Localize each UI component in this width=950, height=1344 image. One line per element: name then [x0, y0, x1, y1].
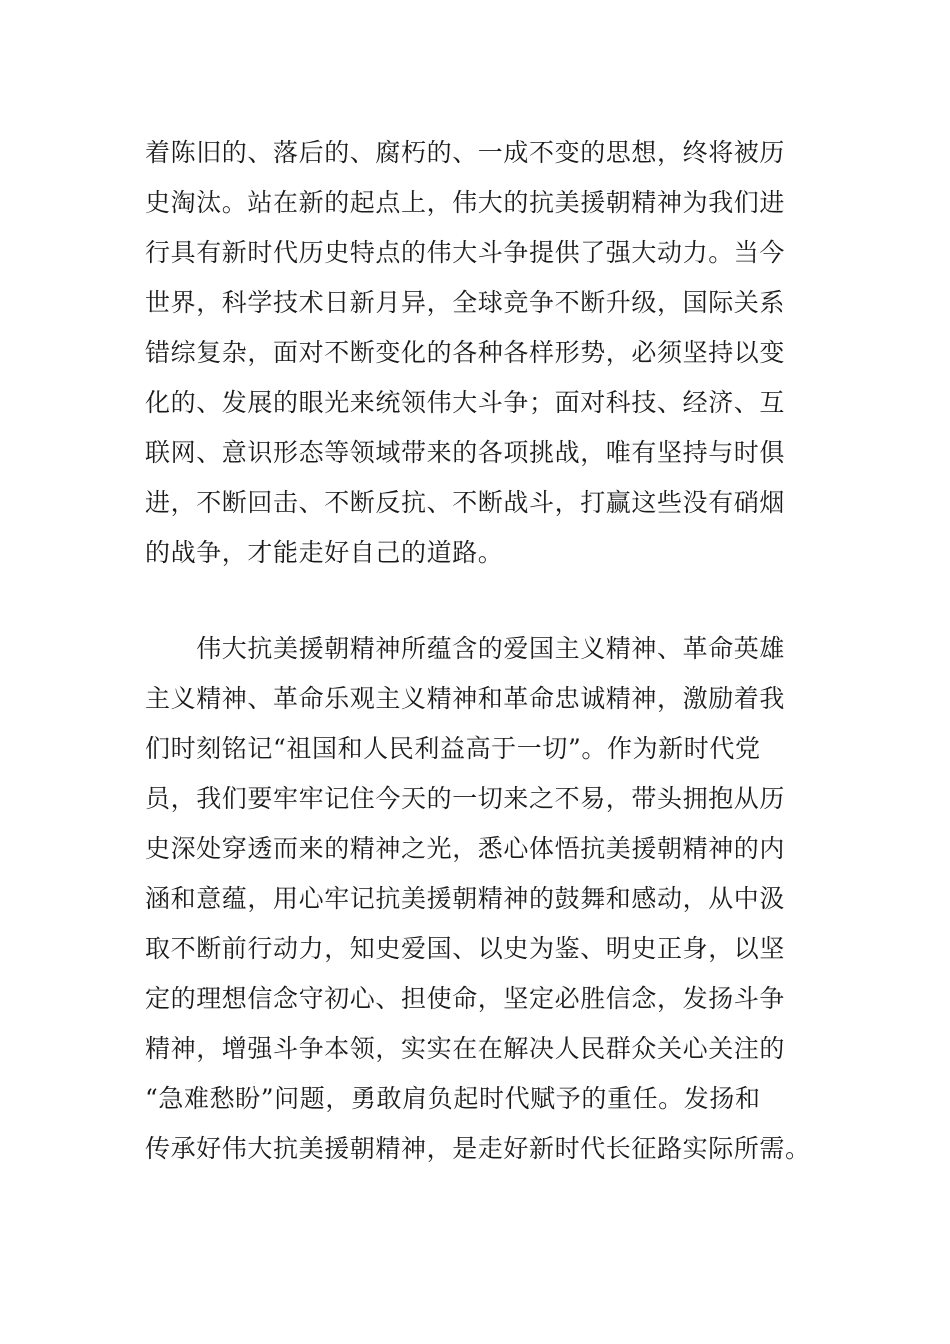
text-line: 史淘汰。站在新的起点上，伟大的抗美援朝精神为我们进: [145, 188, 786, 217]
text-line: 涵和意蕴，用心牢记抗美援朝精神的鼓舞和感动，从中汲: [145, 884, 786, 913]
text-line: 精神，增强斗争本领，实实在在解决人民群众关心关注的: [145, 1034, 786, 1063]
text-line: 定的理想信念守初心、担使命，坚定必胜信念，发扬斗争: [145, 984, 786, 1013]
text-line: 化的、发展的眼光来统领伟大斗争；面对科技、经济、互: [145, 388, 786, 417]
text-line: 联网、意识形态等领域带来的各项挑战，唯有坚持与时俱: [145, 438, 786, 467]
text-line: 世界，科学技术日新月异，全球竞争不断升级，国际关系: [145, 288, 786, 317]
paragraph-continued: [145, 128, 825, 578]
text-line: 史深处穿透而来的精神之光，悉心体悟抗美援朝精神的内: [145, 834, 786, 863]
text-line: 伟大抗美援朝精神所蕴含的爱国主义精神、革命英雄: [145, 634, 786, 663]
text-line: 主义精神、革命乐观主义精神和革命忠诚精神，激励着我: [145, 684, 786, 713]
text-line: 传承好伟大抗美援朝精神，是走好新时代长征路实际所需。: [145, 1134, 811, 1163]
text-line: 取不断前行动力，知史爱国、以史为鉴、明史正身，以坚: [145, 934, 786, 963]
text-line: 们时刻铭记“祖国和人民利益高于一切”。作为新时代党: [145, 734, 761, 763]
text-line: 着陈旧的、落后的、腐朽的、一成不变的思想，终将被历: [145, 138, 786, 167]
text-line: 行具有新时代历史特点的伟大斗争提供了强大动力。当今: [145, 238, 786, 267]
text-line: 的战争，才能走好自己的道路。: [145, 538, 504, 567]
text-line: 员，我们要牢牢记住今天的一切来之不易，带头拥抱从历: [145, 784, 786, 813]
text-line: “急难愁盼”问题，勇敢肩负起时代赋予的重任。发扬和: [145, 1084, 761, 1113]
text-line: 进，不断回击、不断反抗、不断战斗，打赢这些没有硝烟: [145, 488, 786, 517]
text-line: 错综复杂，面对不断变化的各种各样形势，必须坚持以变: [145, 338, 786, 367]
paragraph-spirit: [145, 624, 825, 1174]
